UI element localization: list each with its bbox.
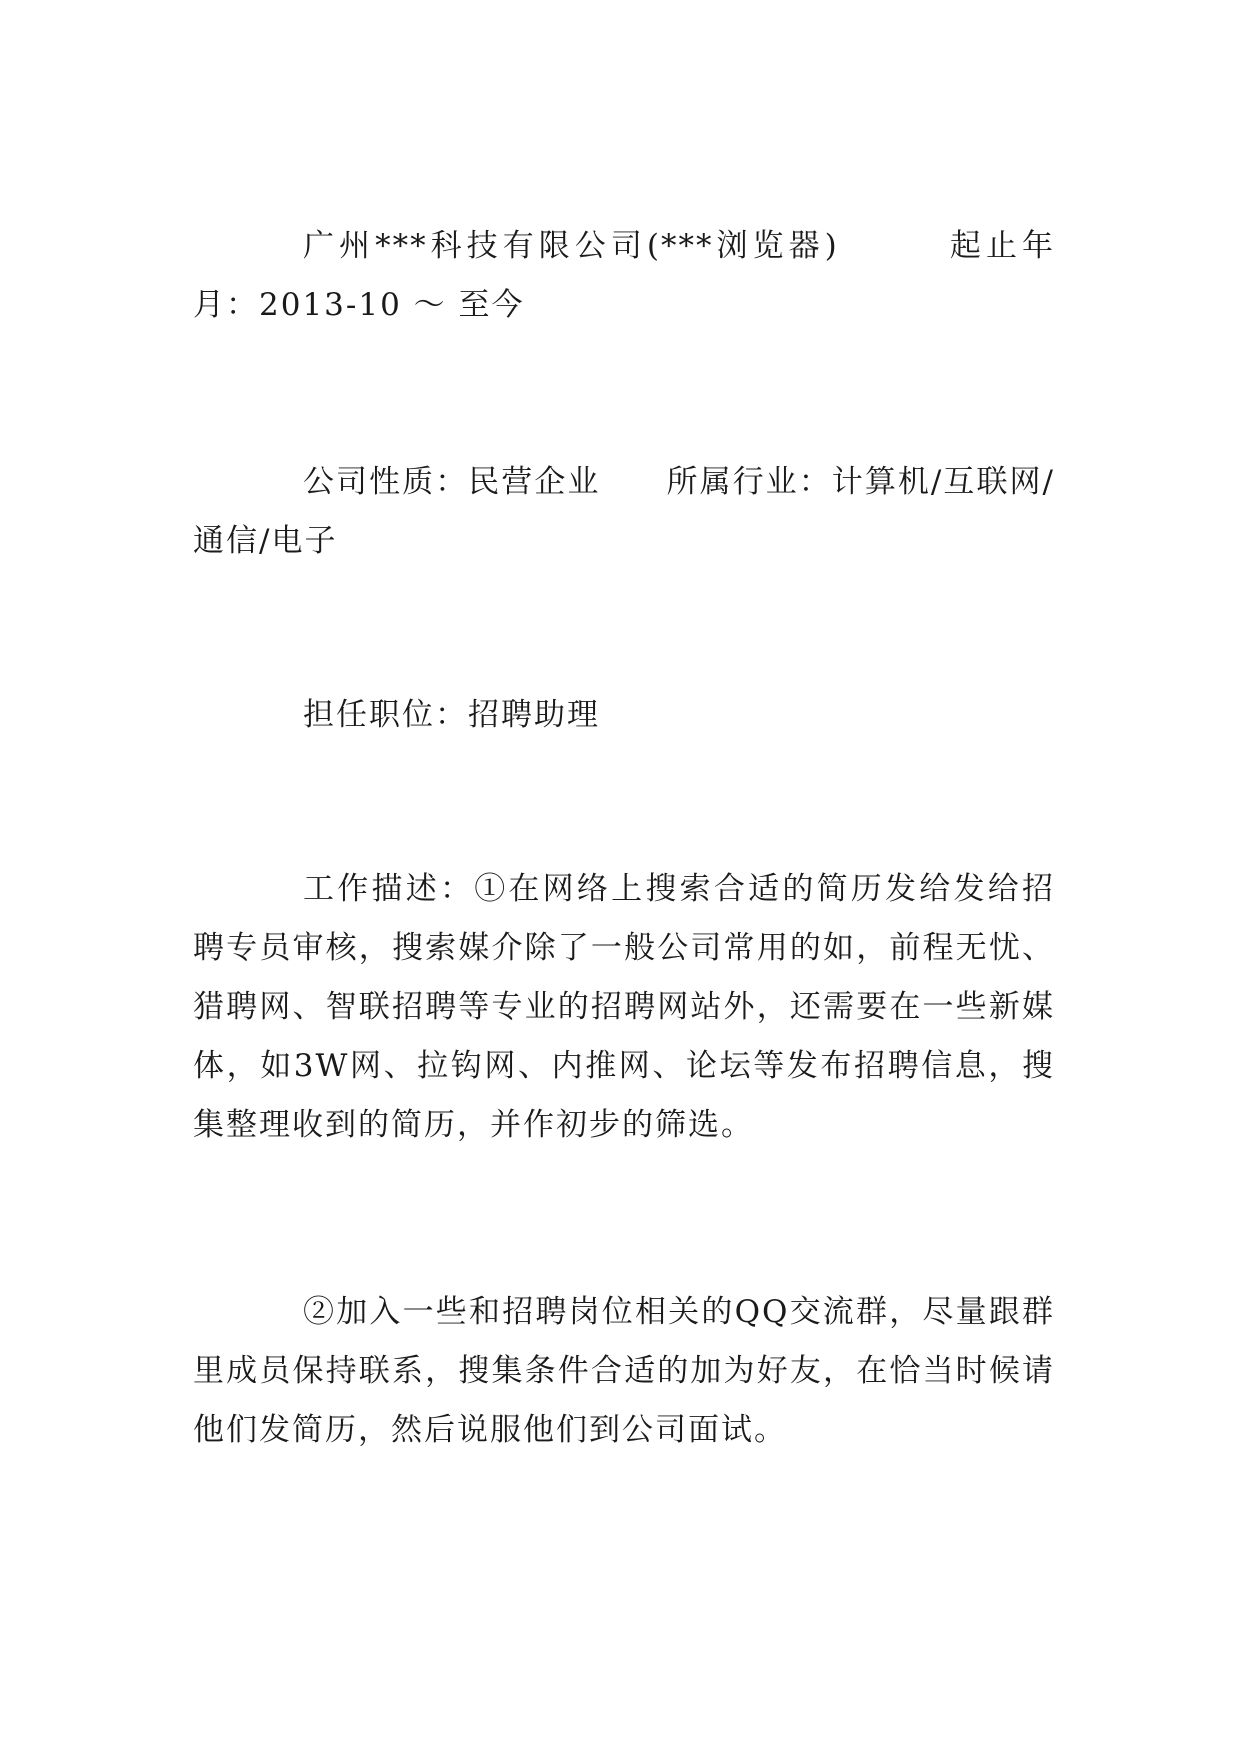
job-description-paragraph-2: ②加入一些和招聘岗位相关的QQ交流群，尽量跟群里成员保持联系，搜集条件合适的加为好友，在恰当时候请他们发简历，然后说服他们到公司面试。 (193, 1294, 1055, 1448)
company-period-paragraph: 广州***科技有限公司(***浏览器) 起止年月：2013-10 ～ 至今 (193, 228, 1055, 323)
company-type-industry-paragraph: 公司性质：民营企业 所属行业：计算机/互联网/通信/电子 (193, 464, 1055, 559)
position-paragraph: 担任职位：招聘助理 (303, 697, 600, 733)
job-description-paragraph-1: 工作描述：①在网络上搜索合适的简历发给发给招聘专员审核，搜索媒介除了一般公司常用的如，前程无忧、猎聘网、智联招聘等专业的招聘网站外，还需要在一些新媒体，如3W网、拉钩网、内推网、论坛等发布招聘信息，搜集整理收到的简历，并作初步的筛选。 (193, 871, 1055, 1143)
